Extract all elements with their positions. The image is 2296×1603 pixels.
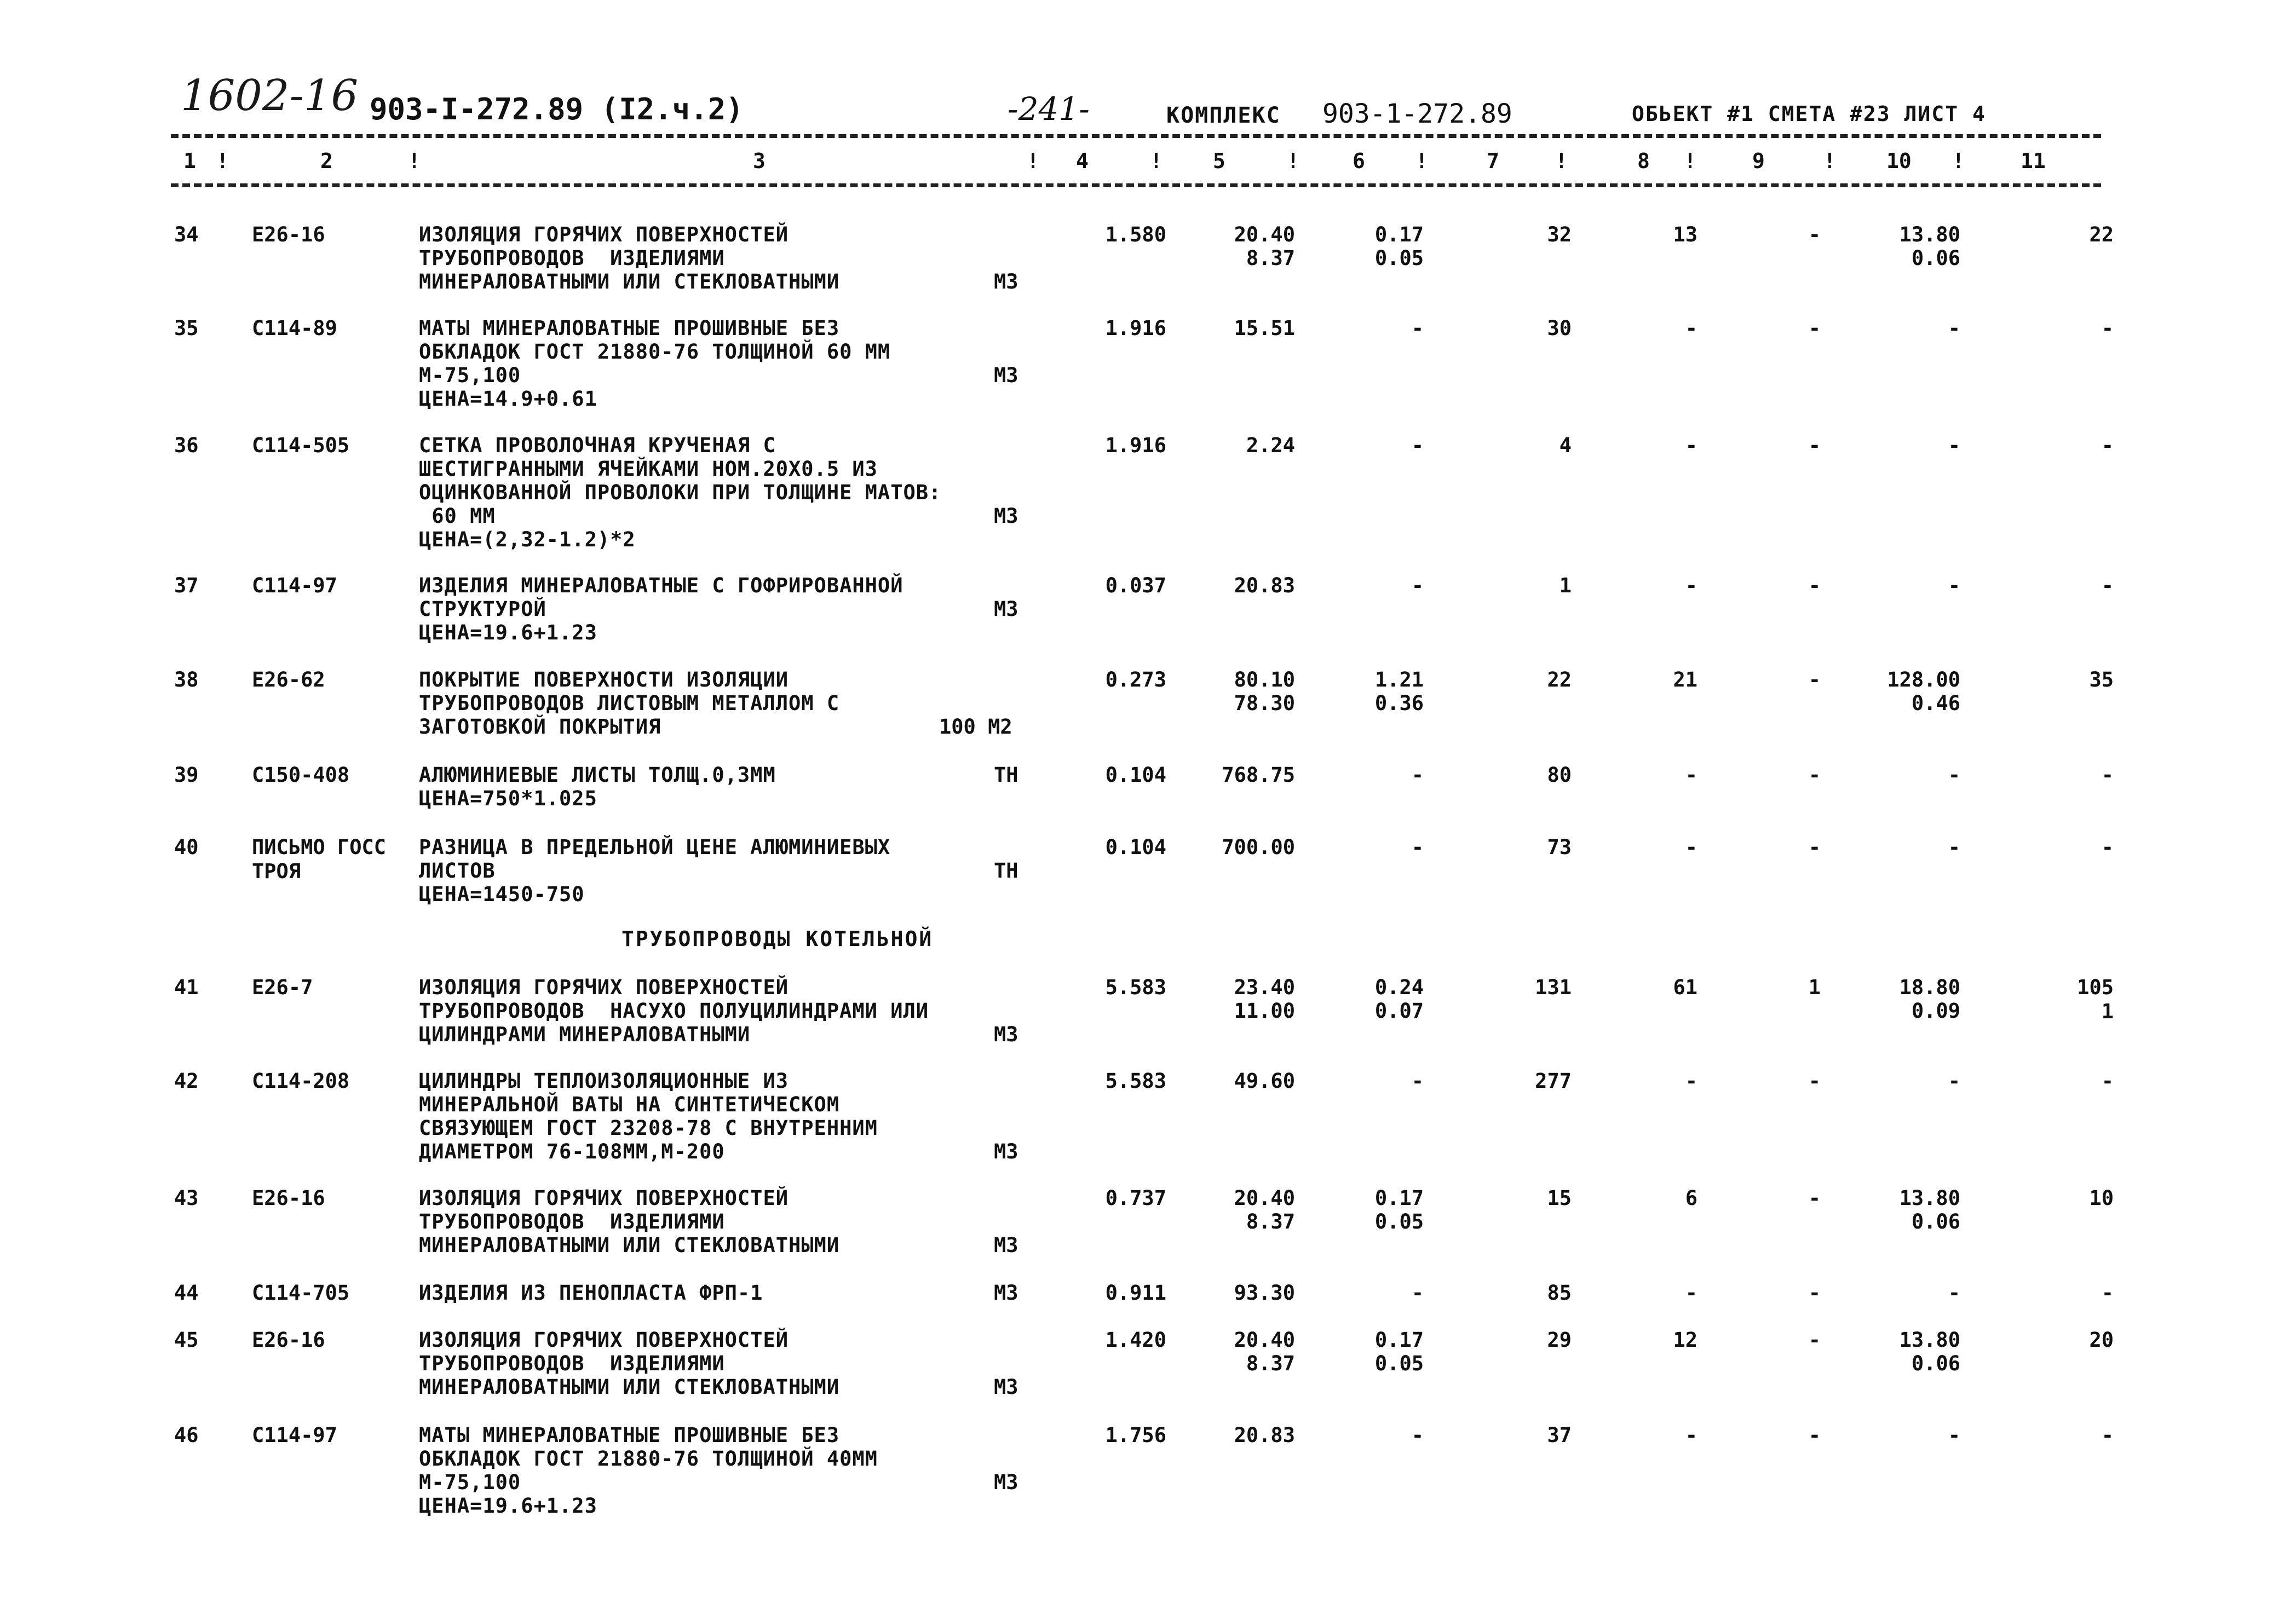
- row-description-line: ОЦИНКОВАННОЙ ПРОВОЛОКИ ПРИ ТОЛЩИНЕ МАТОВ:: [419, 481, 942, 504]
- row-unit: М3: [994, 1233, 1018, 1257]
- row-unit: М3: [994, 504, 1018, 528]
- row-col10: 13.80: [1899, 1186, 1960, 1210]
- row-col8: 6: [1685, 1186, 1697, 1210]
- row-col11: 35: [2089, 668, 2114, 691]
- row-price: 8.37: [1246, 1210, 1295, 1233]
- row-description-line: ЦЕНА=750*1.025: [419, 787, 597, 810]
- row-quantity: 5.583: [1105, 1069, 1166, 1093]
- row-total: 131: [1535, 976, 1572, 999]
- row-wage: 0.17: [1374, 223, 1424, 246]
- row-description-line: МИНЕРАЛОВАТНЫМИ ИЛИ СТЕКЛОВАТНЫМИ: [419, 1375, 840, 1399]
- row-col9: -: [1808, 763, 1821, 787]
- row-wage: 0.36: [1374, 691, 1424, 715]
- komplex-label: КОМПЛЕКС: [1166, 103, 1281, 128]
- row-col11: -: [2101, 1281, 2114, 1305]
- row-description-line: РАЗНИЦА В ПРЕДЕЛЬНОЙ ЦЕНЕ АЛЮМИНИЕВЫХ: [419, 835, 891, 859]
- row-code: Е26-16: [252, 1328, 325, 1352]
- row-description-line: ОБКЛАДОК ГОСТ 21880-76 ТОЛЩИНОЙ 60 ММ: [419, 340, 891, 364]
- row-col10: -: [1948, 316, 1960, 340]
- row-quantity: 0.273: [1105, 668, 1166, 691]
- row-code: С114-705: [252, 1281, 350, 1305]
- row-col10: -: [1948, 1423, 1960, 1447]
- row-code: С150-408: [252, 763, 350, 787]
- row-description-line: АЛЮМИНИЕВЫЕ ЛИСТЫ ТОЛЩ.0,3ММ: [419, 763, 776, 787]
- row-number: 41: [174, 976, 199, 999]
- row-col10: -: [1948, 574, 1960, 597]
- column-separator: !: [408, 149, 421, 173]
- row-code: ПИСЬМО ГОСС ТРОЯ: [252, 835, 387, 883]
- row-number: 37: [174, 574, 199, 597]
- row-price: 80.10: [1234, 668, 1295, 691]
- row-description-line: МАТЫ МИНЕРАЛОВАТНЫЕ ПРОШИВНЫЕ БЕЗ: [419, 316, 840, 340]
- row-total: 37: [1547, 1423, 1572, 1447]
- object-line: ОБЬЕКТ #1 СМЕТА #23 ЛИСТ 4: [1632, 102, 1986, 126]
- column-header-7: 7: [1487, 149, 1499, 173]
- row-wage: 0.05: [1374, 246, 1424, 270]
- row-number: 40: [174, 835, 199, 859]
- row-total: 80: [1547, 763, 1572, 787]
- row-col10: 13.80: [1899, 1328, 1960, 1352]
- row-description-line: ТРУБОПРОВОДОВ ИЗДЕЛИЯМИ: [419, 1210, 725, 1233]
- row-unit: М3: [994, 1471, 1018, 1494]
- column-header-10: 10: [1886, 149, 1912, 173]
- row-description-line: ОБКЛАДОК ГОСТ 21880-76 ТОЛЩИНОЙ 40ММ: [419, 1447, 878, 1471]
- row-wage: -: [1411, 1423, 1424, 1447]
- column-separator: !: [1027, 149, 1039, 173]
- row-quantity: 5.583: [1105, 976, 1166, 999]
- row-total: 15: [1547, 1186, 1572, 1210]
- row-unit: М3: [994, 1375, 1018, 1399]
- row-col10: -: [1948, 1069, 1960, 1093]
- row-col8: -: [1685, 835, 1697, 859]
- document-code: 903-I-272.89 (I2.ч.2): [370, 92, 744, 126]
- row-description-line: ИЗОЛЯЦИЯ ГОРЯЧИХ ПОВЕРХНОСТЕЙ: [419, 223, 789, 246]
- column-header-9: 9: [1752, 149, 1765, 173]
- row-col8: 21: [1673, 668, 1697, 691]
- row-wage: -: [1411, 434, 1424, 457]
- row-total: 4: [1559, 434, 1572, 457]
- row-description-line: ЦЕНА=19.6+1.23: [419, 1494, 597, 1518]
- row-description-line: ИЗДЕЛИЯ МИНЕРАЛОВАТНЫЕ С ГОФРИРОВАННОЙ: [419, 574, 904, 597]
- row-description-line: ЦЕНА=19.6+1.23: [419, 621, 597, 644]
- column-header-1: 1: [183, 149, 196, 173]
- row-number: 45: [174, 1328, 199, 1352]
- row-description-line: ИЗОЛЯЦИЯ ГОРЯЧИХ ПОВЕРХНОСТЕЙ: [419, 1186, 789, 1210]
- row-col10: 0.06: [1911, 1210, 1960, 1233]
- row-number: 43: [174, 1186, 199, 1210]
- column-header-8: 8: [1637, 149, 1650, 173]
- page-number: -241-: [1008, 90, 1090, 128]
- row-col9: -: [1808, 835, 1821, 859]
- row-wage: -: [1411, 316, 1424, 340]
- row-description-line: ЦЕНА=14.9+0.61: [419, 387, 597, 411]
- column-separator: !: [1415, 149, 1428, 173]
- row-col11: 10: [2089, 1186, 2114, 1210]
- row-col8: -: [1685, 316, 1697, 340]
- row-description-line: М-75,100: [419, 1471, 521, 1494]
- row-wage: 0.17: [1374, 1186, 1424, 1210]
- row-col10: -: [1948, 763, 1960, 787]
- row-col11: -: [2101, 835, 2114, 859]
- row-description-line: ДИАМЕТРОМ 76-108ММ,М-200: [419, 1140, 725, 1163]
- row-unit: М3: [994, 1140, 1018, 1163]
- row-description-line: ЦИЛИНДРАМИ МИНЕРАЛОВАТНЫМИ: [419, 1023, 751, 1046]
- row-description-line: ИЗДЕЛИЯ ИЗ ПЕНОПЛАСТА ФРП-1: [419, 1281, 763, 1305]
- row-description-line: СТРУКТУРОЙ: [419, 597, 546, 621]
- row-wage: -: [1411, 835, 1424, 859]
- row-wage: 0.05: [1374, 1352, 1424, 1375]
- row-wage: 1.21: [1374, 668, 1424, 691]
- row-description-line: ПОКРЫТИЕ ПОВЕРХНОСТИ ИЗОЛЯЦИИ: [419, 668, 789, 691]
- row-col8: -: [1685, 1281, 1697, 1305]
- column-separator: !: [1952, 149, 1965, 173]
- row-col11: -: [2101, 574, 2114, 597]
- row-total: 73: [1547, 835, 1572, 859]
- column-header-3: 3: [753, 149, 766, 173]
- row-description-line: МИНЕРАЛОВАТНЫМИ ИЛИ СТЕКЛОВАТНЫМИ: [419, 270, 840, 293]
- column-separator: !: [1684, 149, 1696, 173]
- row-unit: М3: [994, 364, 1018, 387]
- row-quantity: 0.737: [1105, 1186, 1166, 1210]
- row-col11: -: [2101, 1423, 2114, 1447]
- row-col8: 12: [1673, 1328, 1697, 1352]
- row-code: С114-208: [252, 1069, 350, 1093]
- row-number: 44: [174, 1281, 199, 1305]
- column-separator: !: [1823, 149, 1836, 173]
- row-unit: М3: [994, 1281, 1018, 1305]
- row-wage: 0.17: [1374, 1328, 1424, 1352]
- row-col9: -: [1808, 1281, 1821, 1305]
- column-header-11: 11: [2021, 149, 2046, 173]
- row-description-line: ТРУБОПРОВОДОВ НАСУХО ПОЛУЦИЛИНДРАМИ ИЛИ: [419, 999, 929, 1023]
- row-code: С114-97: [252, 574, 337, 597]
- row-col9: -: [1808, 434, 1821, 457]
- row-price: 20.40: [1234, 223, 1295, 246]
- row-wage: 0.07: [1374, 999, 1424, 1023]
- row-col10: -: [1948, 1281, 1960, 1305]
- row-code: Е26-7: [252, 976, 313, 999]
- row-price: 93.30: [1234, 1281, 1295, 1305]
- row-description-line: МИНЕРАЛЬНОЙ ВАТЫ НА СИНТЕТИЧЕСКОМ: [419, 1093, 840, 1116]
- row-col11: -: [2101, 1069, 2114, 1093]
- row-quantity: 1.420: [1105, 1328, 1166, 1352]
- row-description-line: ТРУБОПРОВОДОВ ИЗДЕЛИЯМИ: [419, 1352, 725, 1375]
- row-col10: 0.09: [1911, 999, 1960, 1023]
- handwritten-number: 1602-16: [181, 71, 359, 120]
- row-description-line: СЕТКА ПРОВОЛОЧНАЯ КРУЧЕНАЯ С: [419, 434, 776, 457]
- row-number: 34: [174, 223, 199, 246]
- row-unit: М3: [994, 597, 1018, 621]
- row-col11: 20: [2089, 1328, 2114, 1352]
- row-col11: 105 1: [2077, 976, 2114, 1023]
- row-price: 20.40: [1234, 1186, 1295, 1210]
- row-wage: -: [1411, 574, 1424, 597]
- row-description-line: ЦЕНА=1450-750: [419, 883, 585, 906]
- column-header-4: 4: [1076, 149, 1089, 173]
- row-total: 32: [1547, 223, 1572, 246]
- row-description-line: ТРУБОПРОВОДОВ ИЗДЕЛИЯМИ: [419, 246, 725, 270]
- row-code: Е26-16: [252, 1186, 325, 1210]
- row-unit: 100 М2: [939, 715, 1012, 739]
- row-price: 2.24: [1246, 434, 1295, 457]
- row-col10: 128.00: [1887, 668, 1960, 691]
- row-description-line: ЛИСТОВ: [419, 859, 496, 883]
- row-description-line: ЦИЛИНДРЫ ТЕПЛОИЗОЛЯЦИОННЫЕ ИЗ: [419, 1069, 789, 1093]
- row-col10: -: [1948, 434, 1960, 457]
- row-col9: -: [1808, 1423, 1821, 1447]
- row-description-line: СВЯЗУЮЩЕМ ГОСТ 23208-78 С ВНУТРЕННИМ: [419, 1116, 878, 1140]
- row-col8: -: [1685, 1069, 1697, 1093]
- row-col9: 1: [1808, 976, 1821, 999]
- row-total: 30: [1547, 316, 1572, 340]
- row-col8: -: [1685, 574, 1697, 597]
- row-code: С114-505: [252, 434, 350, 457]
- row-number: 38: [174, 668, 199, 691]
- row-description-line: М-75,100: [419, 364, 521, 387]
- column-separator: !: [1150, 149, 1163, 173]
- row-number: 36: [174, 434, 199, 457]
- row-quantity: 0.911: [1105, 1281, 1166, 1305]
- row-col9: -: [1808, 1186, 1821, 1210]
- komplex-number: 903-1-272.89: [1322, 99, 1512, 129]
- row-price: 78.30: [1234, 691, 1295, 715]
- row-total: 29: [1547, 1328, 1572, 1352]
- row-col9: -: [1808, 316, 1821, 340]
- row-col8: -: [1685, 1423, 1697, 1447]
- row-price: 20.83: [1234, 1423, 1295, 1447]
- column-header-5: 5: [1213, 149, 1225, 173]
- row-price: 49.60: [1234, 1069, 1295, 1093]
- row-description-line: ИЗОЛЯЦИЯ ГОРЯЧИХ ПОВЕРХНОСТЕЙ: [419, 1328, 789, 1352]
- row-quantity: 0.104: [1105, 763, 1166, 787]
- row-description-line: МИНЕРАЛОВАТНЫМИ ИЛИ СТЕКЛОВАТНЫМИ: [419, 1233, 840, 1257]
- row-number: 39: [174, 763, 199, 787]
- row-wage: -: [1411, 1069, 1424, 1093]
- row-col10: 13.80: [1899, 223, 1960, 246]
- row-col11: -: [2101, 763, 2114, 787]
- row-col10: 0.06: [1911, 1352, 1960, 1375]
- row-wage: 0.05: [1374, 1210, 1424, 1233]
- row-price: 23.40: [1234, 976, 1295, 999]
- row-description-line: ТРУБОПРОВОДОВ ЛИСТОВЫМ МЕТАЛЛОМ С: [419, 691, 840, 715]
- row-quantity: 1.916: [1105, 316, 1166, 340]
- row-price: 20.83: [1234, 574, 1295, 597]
- row-total: 277: [1535, 1069, 1572, 1093]
- row-wage: -: [1411, 763, 1424, 787]
- column-separator: !: [1555, 149, 1568, 173]
- row-wage: 0.24: [1374, 976, 1424, 999]
- row-price: 20.40: [1234, 1328, 1295, 1352]
- header-dashed-rule: [171, 183, 2101, 187]
- row-col8: -: [1685, 434, 1697, 457]
- row-col11: -: [2101, 434, 2114, 457]
- row-col10: 0.06: [1911, 246, 1960, 270]
- column-header-6: 6: [1353, 149, 1365, 173]
- row-code: Е26-16: [252, 223, 325, 246]
- row-unit: М3: [994, 270, 1018, 293]
- row-col10: 18.80: [1899, 976, 1960, 999]
- row-col9: -: [1808, 574, 1821, 597]
- column-separator: !: [216, 149, 229, 173]
- row-price: 15.51: [1234, 316, 1295, 340]
- row-quantity: 0.037: [1105, 574, 1166, 597]
- row-total: 1: [1559, 574, 1572, 597]
- row-total: 22: [1547, 668, 1572, 691]
- row-description-line: ИЗОЛЯЦИЯ ГОРЯЧИХ ПОВЕРХНОСТЕЙ: [419, 976, 789, 999]
- row-code: С114-97: [252, 1423, 337, 1447]
- row-description-line: ЗАГОТОВКОЙ ПОКРЫТИЯ: [419, 715, 661, 739]
- row-wage: -: [1411, 1281, 1424, 1305]
- row-price: 768.75: [1222, 763, 1295, 787]
- row-unit: ТН: [994, 763, 1018, 787]
- row-col9: -: [1808, 1069, 1821, 1093]
- row-quantity: 0.104: [1105, 835, 1166, 859]
- row-unit: ТН: [994, 859, 1018, 883]
- row-col9: -: [1808, 1328, 1821, 1352]
- row-col9: -: [1808, 668, 1821, 691]
- column-separator: !: [1287, 149, 1299, 173]
- row-number: 46: [174, 1423, 199, 1447]
- row-col9: -: [1808, 223, 1821, 246]
- row-number: 42: [174, 1069, 199, 1093]
- row-quantity: 1.756: [1105, 1423, 1166, 1447]
- row-price: 11.00: [1234, 999, 1295, 1023]
- row-description-line: ШЕСТИГРАННЫМИ ЯЧЕЙКАМИ НОМ.20Х0.5 ИЗ: [419, 457, 878, 481]
- row-total: 85: [1547, 1281, 1572, 1305]
- row-description-line: МАТЫ МИНЕРАЛОВАТНЫЕ ПРОШИВНЫЕ БЕЗ: [419, 1423, 840, 1447]
- row-quantity: 1.580: [1105, 223, 1166, 246]
- section-title: ТРУБОПРОВОДЫ КОТЕЛЬНОЙ: [622, 927, 934, 951]
- row-quantity: 1.916: [1105, 434, 1166, 457]
- row-price: 8.37: [1246, 246, 1295, 270]
- row-col11: -: [2101, 316, 2114, 340]
- row-price: 8.37: [1246, 1352, 1295, 1375]
- row-unit: М3: [994, 1023, 1018, 1046]
- column-header-2: 2: [320, 149, 333, 173]
- top-dashed-rule: [171, 134, 2101, 138]
- row-col10: 0.46: [1911, 691, 1960, 715]
- row-col11: 22: [2089, 223, 2114, 246]
- row-number: 35: [174, 316, 199, 340]
- row-price: 700.00: [1222, 835, 1295, 859]
- row-col8: -: [1685, 763, 1697, 787]
- row-description-line: ЦЕНА=(2,32-1.2)*2: [419, 528, 636, 551]
- row-col8: 13: [1673, 223, 1697, 246]
- row-col8: 61: [1673, 976, 1697, 999]
- row-code: Е26-62: [252, 668, 325, 691]
- row-code: С114-89: [252, 316, 337, 340]
- row-description-line: 60 ММ: [419, 504, 496, 528]
- row-col10: -: [1948, 835, 1960, 859]
